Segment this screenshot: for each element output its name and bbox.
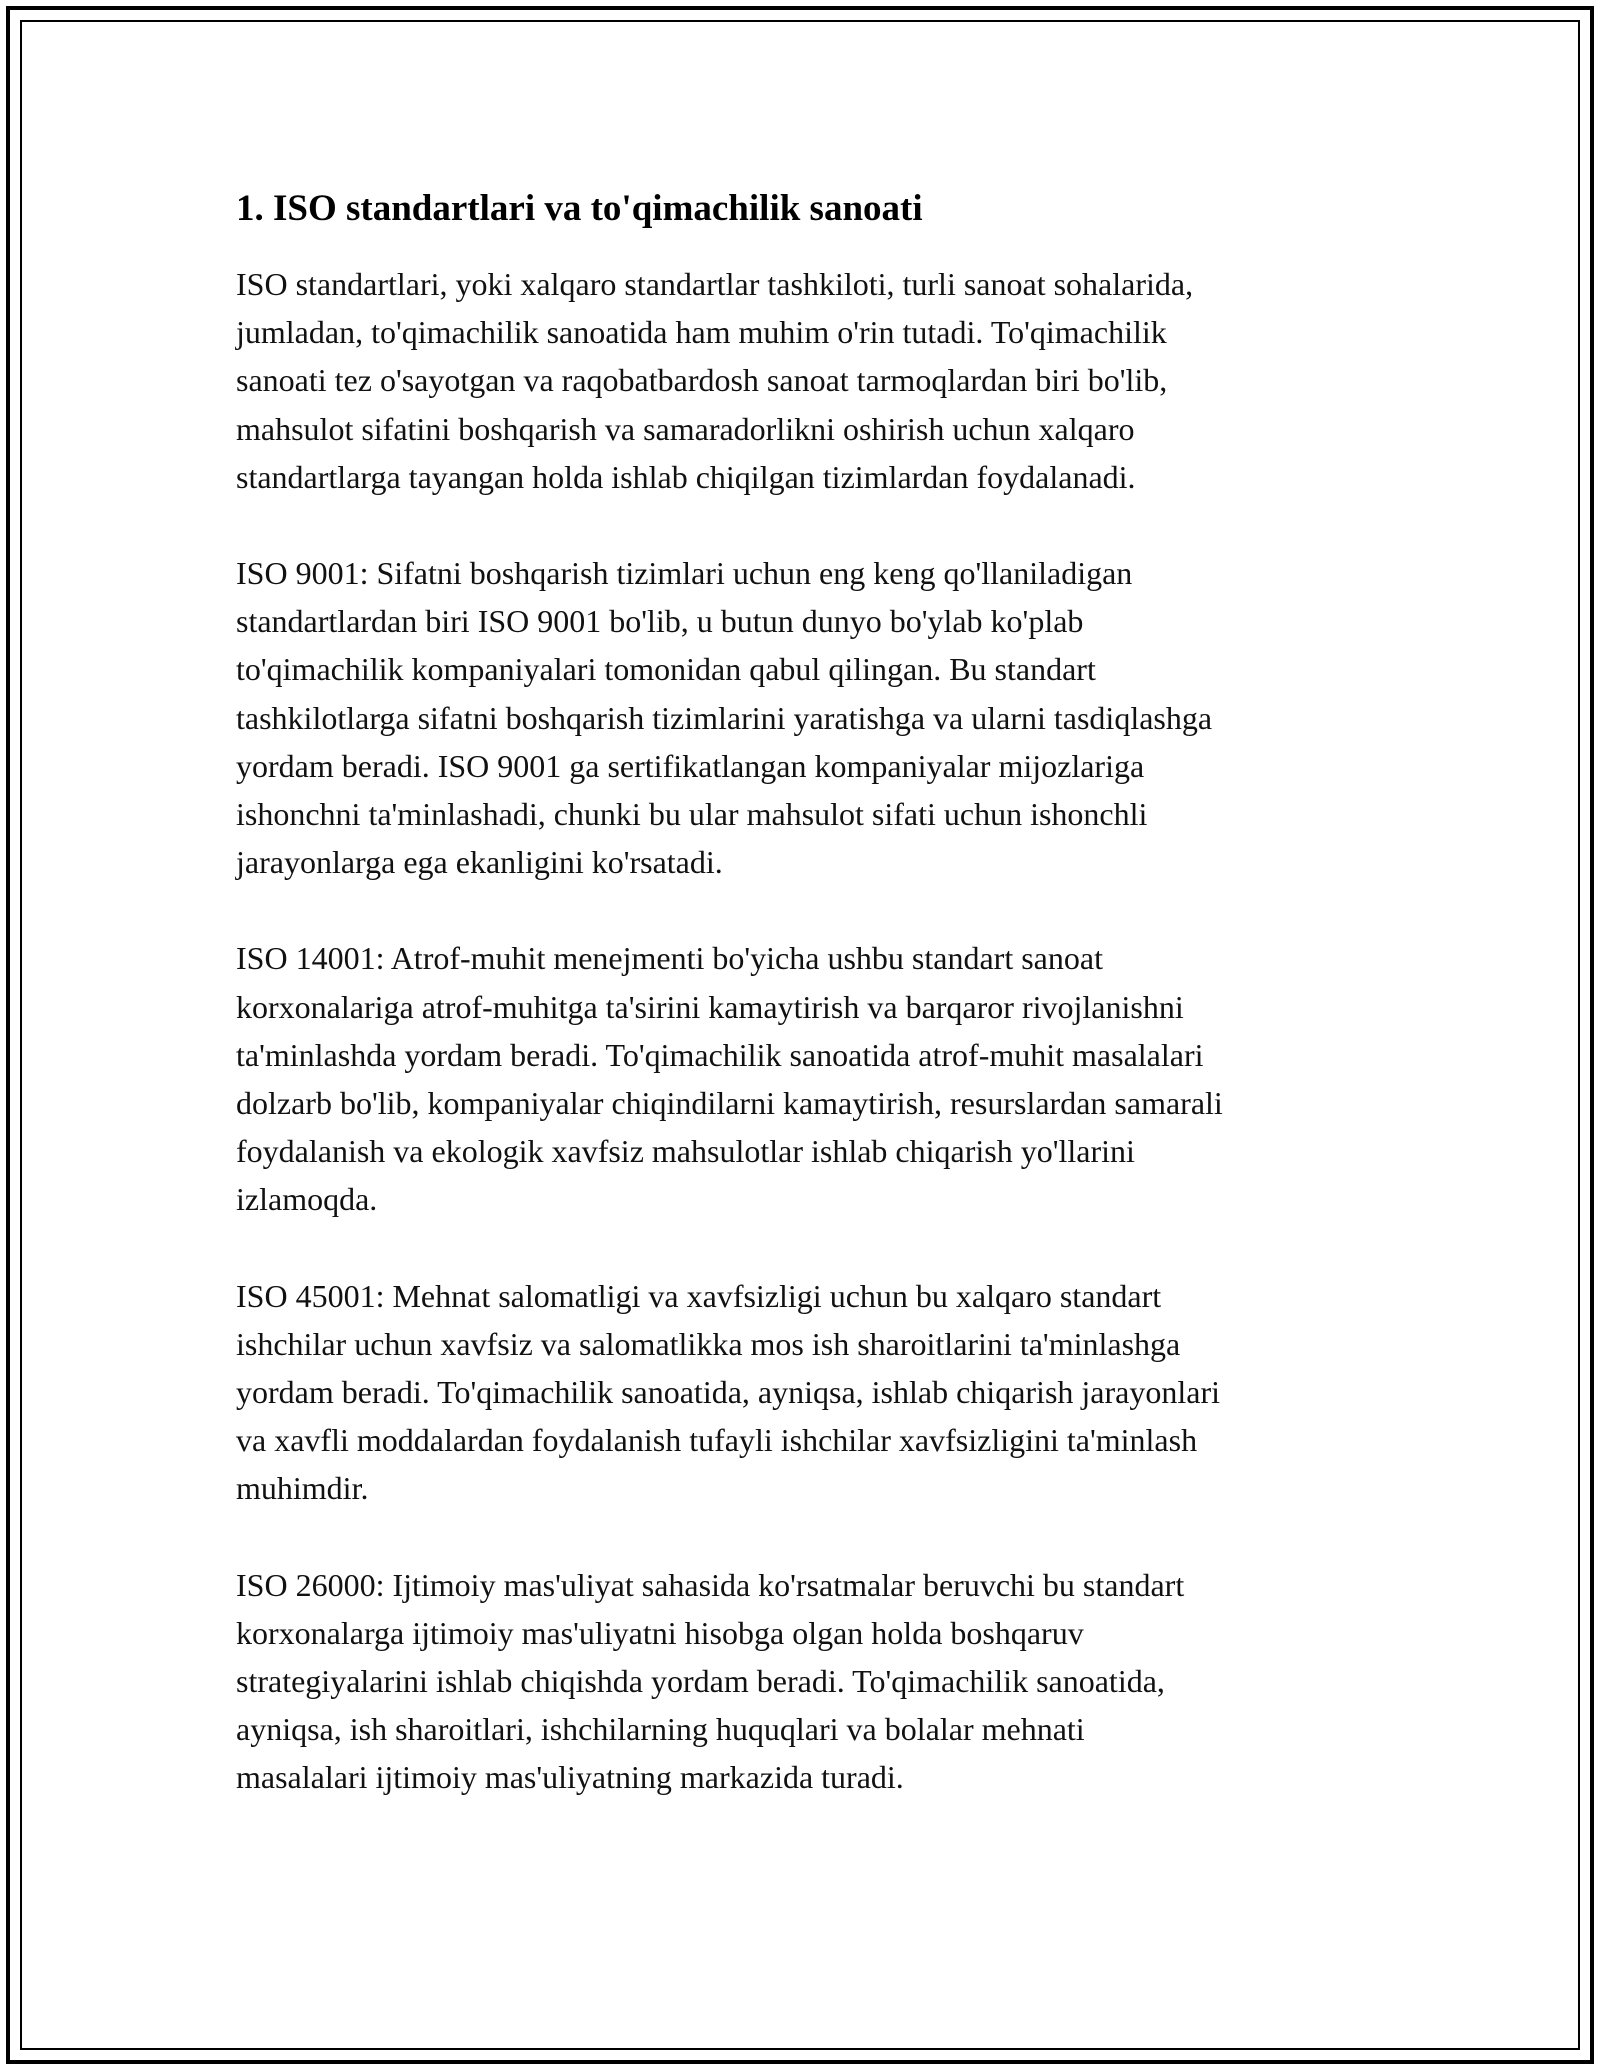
text-line: dolzarb bo'lib, kompaniyalar chiqindilarni kamaytirish, resurslardan samarali [236,1085,1223,1122]
paragraph-intro [236,260,1416,501]
document-title: 1. ISO standartlari va to'qimachilik sanoati [236,188,923,229]
text-line: ISO 14001: Atrof-muhit menejmenti bo'yicha ushbu standart sanoat [236,940,1103,977]
text-line: izlamoqda. [236,1181,378,1218]
text-line: tashkilotlarga sifatni boshqarish tizimlarini yaratishga va ularni tasdiqlashga [236,699,1213,736]
paragraph-iso-45001 [236,1272,1416,1513]
text-line: va xavfli moddalardan foydalanish tufayli ishchilar xavfsizligini ta'minlash [236,1422,1198,1459]
text-line: ISO 9001: Sifatni boshqarish tizimlari uchun eng keng qo'llaniladigan [236,555,1133,592]
text-line: yordam beradi. ISO 9001 ga sertifikatlangan kompaniyalar mijozlariga [236,747,1145,784]
paragraph-iso-14001 [236,934,1416,1223]
text-line: mahsulot sifatini boshqarish va samaradorlikni oshirish uchun xalqaro [236,410,1135,447]
document-body [236,186,1416,1850]
text-line: standartlarga tayangan holda ishlab chiqilgan tizimlardan foydalanadi. [236,458,1136,495]
paragraph-iso-9001 [236,549,1416,886]
text-line: to'qimachilik kompaniyalari tomonidan qabul qilingan. Bu standart [236,651,1096,688]
text-line: jarayonlarga ega ekanligini ko'rsatadi. [236,844,723,881]
paragraph-iso-26000 [236,1561,1416,1802]
text-line: ta'minlashda yordam beradi. To'qimachilik sanoatida atrof-muhit masalalari [236,1036,1204,1073]
text-line: korxonalariga atrof-muhitga ta'sirini kamaytirish va barqaror rivojlanishni [236,988,1184,1025]
text-line: ISO 45001: Mehnat salomatligi va xavfsizligi uchun bu xalqaro standart [236,1277,1162,1314]
text-line: ishchilar uchun xavfsiz va salomatlikka mos ish sharoitlarini ta'minlashga [236,1325,1181,1362]
text-line: standartlardan biri ISO 9001 bo'lib, u butun dunyo bo'ylab ko'plab [236,603,1084,640]
text-line: korxonalarga ijtimoiy mas'uliyatni hisobga olgan holda boshqaruv [236,1614,1084,1651]
text-line: ISO standartlari, yoki xalqaro standartlar tashkiloti, turli sanoat sohalarida, [236,266,1194,302]
text-line: masalalari ijtimoiy mas'uliyatning markazida turadi. [236,1759,904,1796]
text-line: yordam beradi. To'qimachilik sanoatida, ayniqsa, ishlab chiqarish jarayonlari [236,1374,1220,1411]
text-line: ishonchni ta'minlashadi, chunki bu ular mahsulot sifati uchun ishonchli [236,796,1148,833]
text-line: ISO 26000: Ijtimoiy mas'uliyat sahasida ko'rsatmalar beruvchi bu standart [236,1566,1185,1603]
text-line: muhimdir. [236,1470,369,1507]
text-line: sanoati tez o'sayotgan va raqobatbardosh sanoat tarmoqlardan biri bo'lib, [236,362,1168,399]
text-line: strategiyalarini ishlab chiqishda yordam beradi. To'qimachilik sanoatida, [236,1663,1165,1700]
text-line: foydalanish va ekologik xavfsiz mahsulotlar ishlab chiqarish yo'llarini [236,1133,1135,1170]
text-line: jumladan, to'qimachilik sanoatida ham muhim o'rin tutadi. To'qimachilik [236,314,1167,351]
text-line: ayniqsa, ish sharoitlari, ishchilarning huquqlari va bolalar mehnati [236,1711,1085,1748]
